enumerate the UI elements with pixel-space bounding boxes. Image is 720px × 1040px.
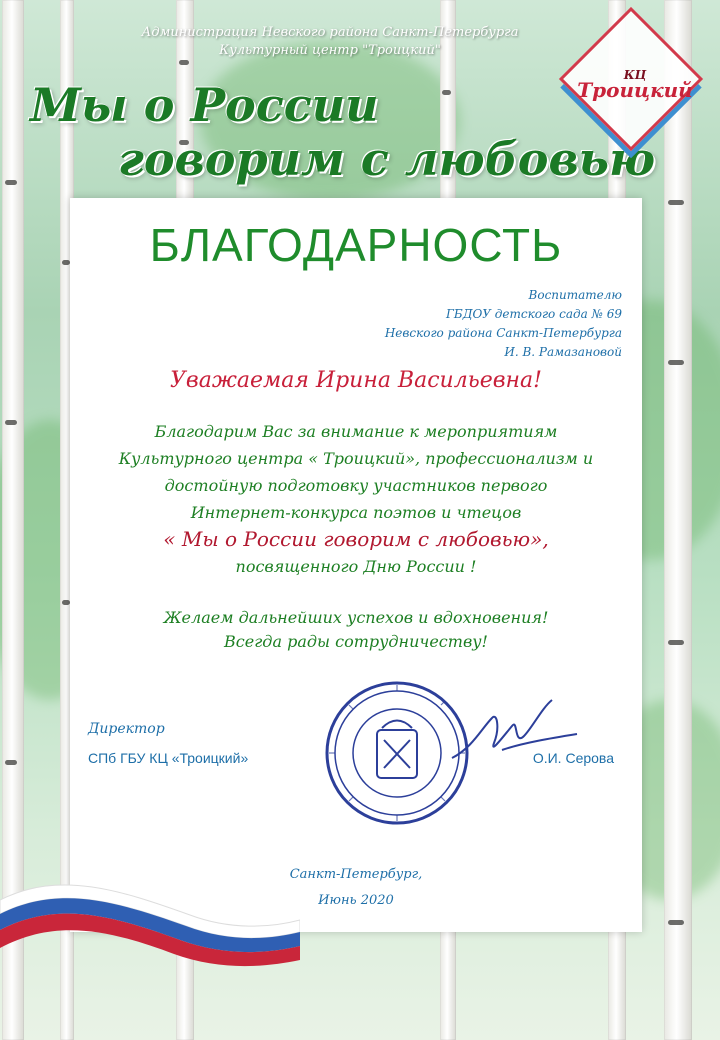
event-title-line2: говорим с любовью (118, 132, 656, 186)
wish-line: Желаем дальнейших успехов и вдохновения! (163, 608, 549, 627)
organization-header (120, 24, 540, 60)
body-line: Интернет-конкурса поэтов и чтецов (190, 503, 522, 522)
body-text (80, 418, 632, 580)
addressee-block (385, 286, 622, 362)
event-title-line1: Мы о России (30, 78, 379, 132)
date: Июнь 2020 (318, 893, 394, 908)
logo-ku: КЦ (623, 68, 647, 82)
wishes (70, 606, 642, 654)
certificate-paper (70, 198, 642, 932)
addressee-line: Воспитателю (528, 288, 622, 302)
russian-flag-ribbon (0, 860, 300, 980)
director-organization: СПб ГБУ КЦ «Троицкий» (88, 750, 249, 766)
addressee-line: И. В. Рамазановой (504, 345, 622, 359)
body-line: Культурного центра « Троицкий», профессионализм и (118, 449, 594, 468)
org-line-culture-center: Культурный центр "Троицкий" (219, 43, 441, 58)
body-line: Благодарим Вас за внимание к мероприятиям (154, 422, 558, 441)
addressee-line: ГБДОУ детского сада № 69 (445, 307, 622, 321)
director-title: Директор (88, 721, 165, 737)
logo-text (570, 68, 700, 102)
city: Санкт-Петербург, (289, 867, 423, 882)
troitsky-logo (558, 20, 708, 150)
org-line-administration: Администрация Невского района Санкт-Петербурга (141, 25, 519, 40)
wish-line: Всегда рады сотрудничеству! (224, 632, 488, 651)
logo-name: Троицкий (577, 78, 693, 102)
director-name: О.И. Серова (532, 750, 614, 766)
contest-name: « Мы о России говорим с любовью», (163, 527, 549, 551)
dedication-line: посвященного Дню России ! (235, 557, 477, 576)
birch-trunk (664, 0, 692, 1040)
certificate-heading: БЛАГОДАРНОСТЬ (149, 219, 563, 271)
director-signature (442, 688, 582, 778)
addressee-line: Невского района Санкт-Петербурга (384, 326, 622, 340)
salutation: Уважаемая Ирина Васильевна! (170, 368, 542, 393)
body-line: достойную подготовку участников первого (164, 476, 548, 495)
